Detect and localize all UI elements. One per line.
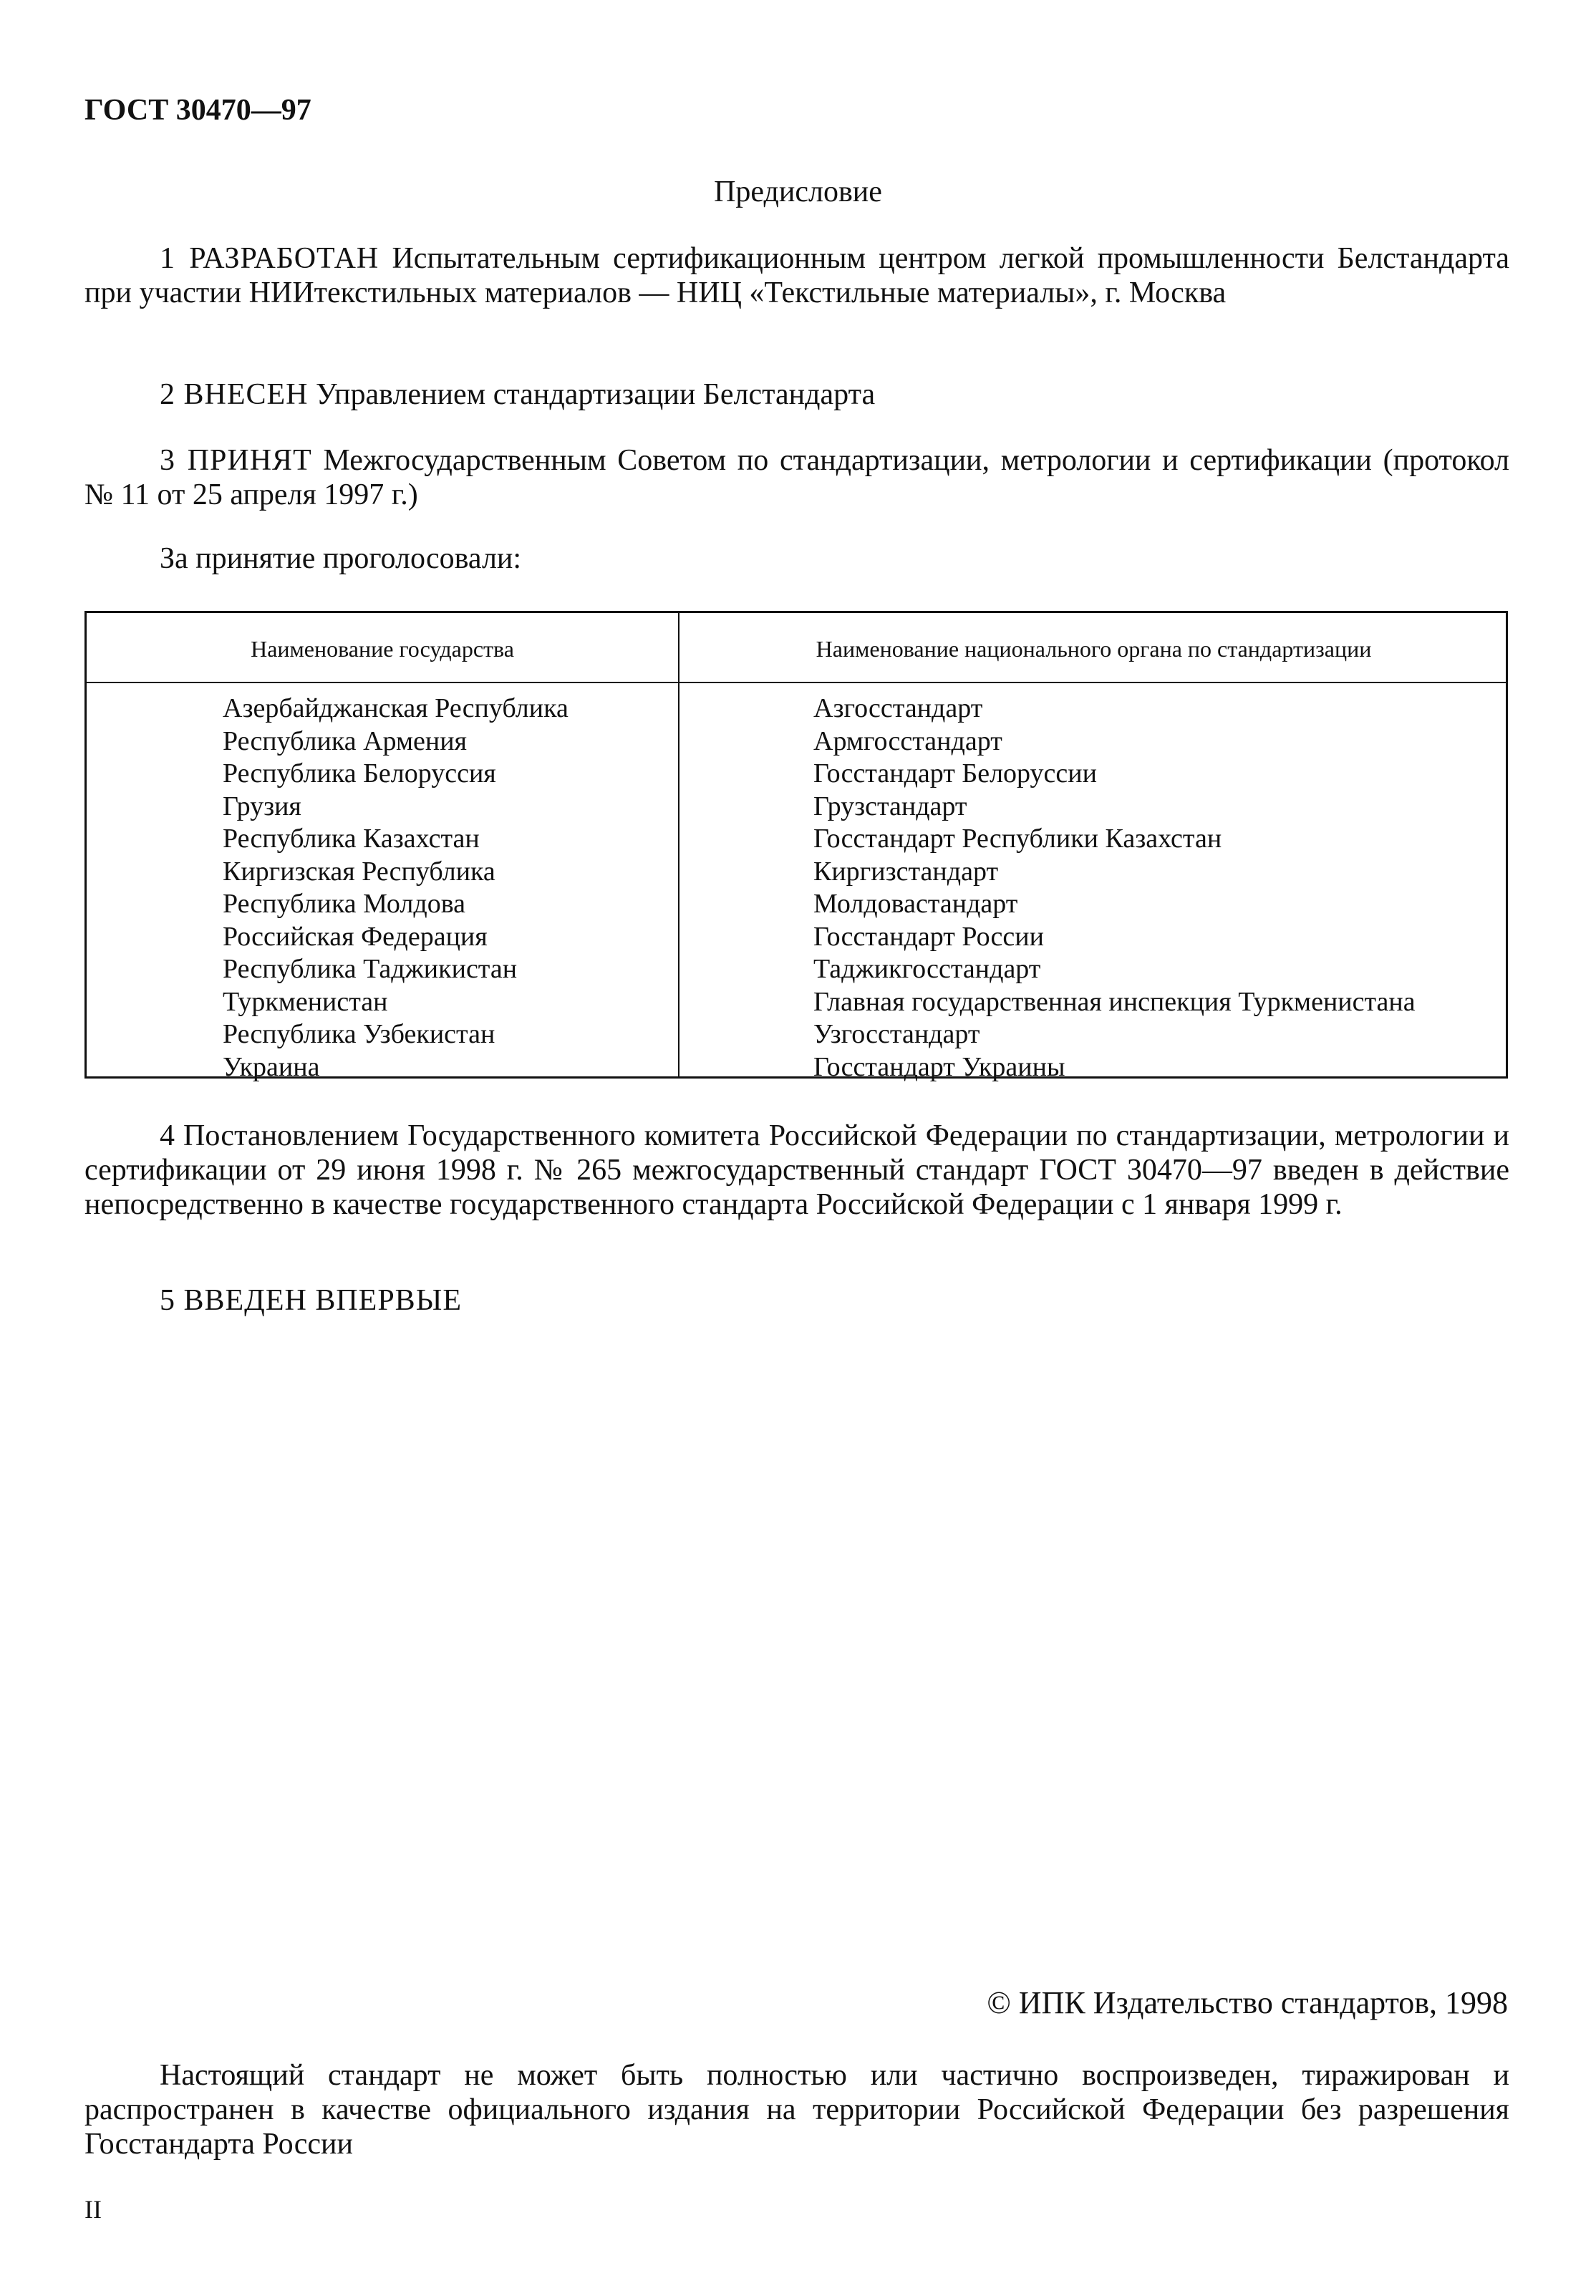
table-cell-state: Республика Армения	[223, 725, 468, 756]
foreword-item-3	[84, 443, 1509, 512]
table-cell-state: Республика Белоруссия	[223, 758, 496, 788]
table-header-authority: Наименование национального органа по стандартизации	[816, 636, 1372, 662]
table-cell-state: Республика Таджикистан	[223, 954, 518, 984]
foreword-item-1	[84, 241, 1509, 310]
foreword-title: Предисловие	[714, 175, 882, 208]
foreword-item-5	[84, 1283, 1509, 1318]
table-cell-authority: Таджикгосстандарт	[813, 954, 1041, 984]
table-cell-state: Азербайджанская Республика	[223, 693, 569, 723]
table-cell-authority: Молдовастандарт	[813, 889, 1018, 919]
item-2-text: Управлением стандартизации Белстандарта	[308, 378, 876, 411]
table-cell-authority: Армгосстандарт	[813, 725, 1002, 756]
table-cell-state: Туркменистан	[223, 986, 388, 1017]
table-column-authorities	[813, 693, 1416, 1084]
standard-code: ГОСТ 30470—97	[84, 94, 311, 127]
table-cell-state: Республика Молдова	[223, 889, 466, 919]
item-2-caps: 2 ВНЕСЕН	[160, 378, 309, 411]
table-cell-authority: Госстандарт Украины	[813, 1051, 1065, 1082]
voting-table	[84, 611, 1508, 1082]
table-cell-authority: Азгосстандарт	[813, 693, 983, 723]
item-1-caps: 1 РАЗРАБОТАН	[160, 242, 379, 275]
table-cell-authority: Киргизстандарт	[813, 856, 999, 887]
table-header-state: Наименование государства	[251, 636, 514, 662]
table-cell-state: Грузия	[223, 791, 301, 821]
table-cell-state: Киргизская Республика	[223, 856, 495, 887]
table-cell-state: Республика Казахстан	[223, 824, 480, 854]
votes-label: За принятие проголосовали:	[160, 542, 522, 575]
item-4-text: 4 Постановлением Государственного комитета Российской Федерации по стандартизации, метрологии и сертификации от 29 июня 1998 г. № 265 межгосударственный стандарт ГОСТ 30470—97 введен в действие непосредственно в качестве государственного стандарта Российской Федерации с 1 января 1999 г.	[84, 1119, 1509, 1221]
copyright-line: © ИПК Издательство стандартов, 1998	[987, 1985, 1508, 2020]
item-3-text: Межгосударственным Советом по стандартизации, метрологии и сертификации (протокол № 11 от 25 апреля 1997 г.)	[84, 444, 1509, 511]
table-header-divider	[87, 682, 1506, 683]
table-column-states	[223, 693, 569, 1084]
item-3-caps: 3 ПРИНЯТ	[160, 444, 312, 477]
foreword-item-2	[84, 377, 1509, 412]
table-cell-authority: Грузстандарт	[813, 791, 967, 821]
table-cell-authority: Узгосстандарт	[813, 1019, 980, 1049]
table-cell-authority: Госстандарт России	[813, 921, 1044, 952]
table-cell-state: Республика Узбекистан	[223, 1019, 495, 1049]
foreword-item-4	[84, 1119, 1509, 1222]
table-cell-state: Украина	[223, 1051, 320, 1082]
reproduction-notice-text: Настоящий стандарт не может быть полностью или частично воспроизведен, тиражирован и распространен в качестве официального издания на территории Российской Федерации без разрешения Госстандарта России	[84, 2059, 1509, 2161]
table-cell-authority: Госстандарт Республики Казахстан	[813, 824, 1222, 854]
table-cell-authority: Госстандарт Белоруссии	[813, 758, 1097, 788]
table-cell-authority: Главная государственная инспекция Туркменистана	[813, 986, 1416, 1017]
table-cell-state: Российская Федерация	[223, 921, 488, 952]
page-number: II	[84, 2195, 102, 2224]
item-5-text: 5 ВВЕДЕН ВПЕРВЫЕ	[160, 1284, 462, 1317]
item-1-text: Испытательным сертификационным центром легкой промышленности Белстандарта при участии НИИтекстильных материалов — НИЦ «Текстильные материалы», г. Москва	[84, 242, 1509, 309]
reproduction-notice	[84, 2058, 1509, 2161]
